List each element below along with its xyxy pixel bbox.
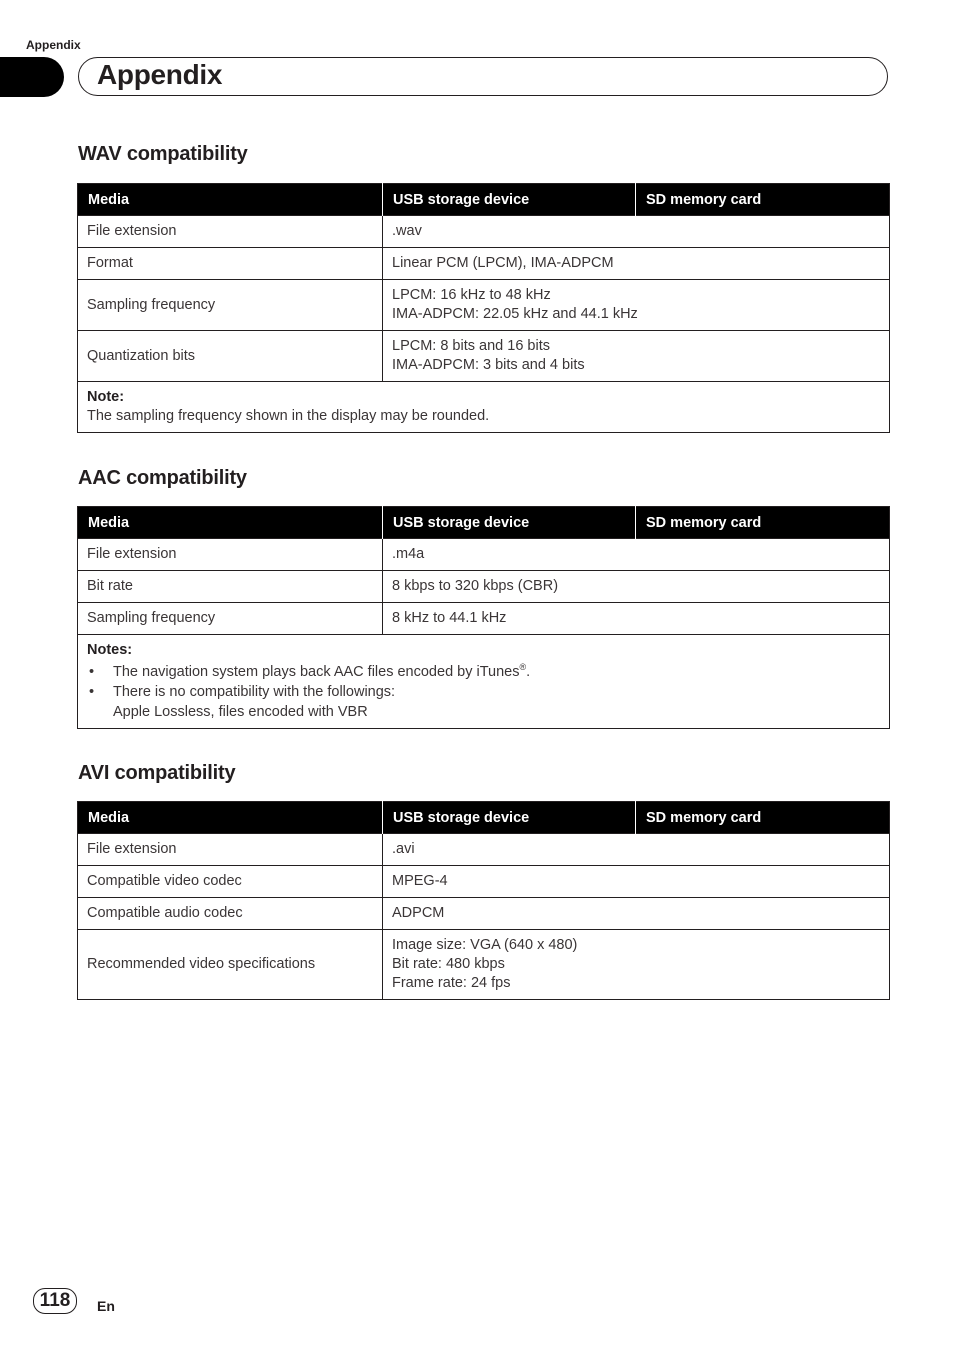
table-row xyxy=(78,331,890,382)
language-code: En xyxy=(97,1298,115,1314)
value-line: Bit rate: 480 kbps xyxy=(392,956,505,972)
note-row xyxy=(78,635,890,729)
row-value: .avi xyxy=(383,834,890,866)
table-row xyxy=(78,571,890,603)
row-label: File extension xyxy=(78,834,383,866)
header-usb: USB storage device xyxy=(383,184,636,216)
row-value xyxy=(383,331,890,382)
header-usb: USB storage device xyxy=(383,802,636,834)
row-value: 8 kHz to 44.1 kHz xyxy=(383,603,890,635)
table-row xyxy=(78,248,890,280)
row-label: Compatible audio codec xyxy=(78,898,383,930)
row-label: File extension xyxy=(78,539,383,571)
value-line: Image size: VGA (640 x 480) xyxy=(392,937,578,953)
note-text: There is no compatibility with the followings: xyxy=(113,684,396,700)
table-row xyxy=(78,280,890,331)
table-header-row xyxy=(78,507,890,539)
running-head: Appendix xyxy=(26,38,81,52)
header-usb: USB storage device xyxy=(383,507,636,539)
value-line: Frame rate: 24 fps xyxy=(392,975,511,991)
row-label: Recommended video specifications xyxy=(78,930,383,1000)
table-row xyxy=(78,834,890,866)
note-text: Apple Lossless, files encoded with VBR xyxy=(113,704,368,720)
bullet-icon: • xyxy=(89,664,95,680)
value-line: IMA-ADPCM: 22.05 kHz and 44.1 kHz xyxy=(392,306,638,322)
wav-heading: WAV compatibility xyxy=(78,143,248,165)
table-row xyxy=(78,603,890,635)
row-value: .wav xyxy=(383,216,890,248)
row-label: Quantization bits xyxy=(78,331,383,382)
header-sd: SD memory card xyxy=(636,507,890,539)
row-value: ADPCM xyxy=(383,898,890,930)
note-end: . xyxy=(526,664,531,680)
note-row xyxy=(78,382,890,433)
table-row xyxy=(78,866,890,898)
list-item xyxy=(87,682,880,722)
chapter-title-banner xyxy=(78,57,888,96)
table-row xyxy=(78,216,890,248)
row-value: .m4a xyxy=(383,539,890,571)
value-line: IMA-ADPCM: 3 bits and 4 bits xyxy=(392,357,585,373)
avi-table xyxy=(77,801,890,1000)
notes-list xyxy=(87,662,880,722)
value-line: LPCM: 16 kHz to 48 kHz xyxy=(392,287,551,303)
table-row xyxy=(78,539,890,571)
list-item xyxy=(87,662,880,682)
registered-mark: ® xyxy=(519,662,527,673)
row-label: Compatible video codec xyxy=(78,866,383,898)
row-label: File extension xyxy=(78,216,383,248)
chapter-tab-marker xyxy=(0,57,64,97)
table-header-row xyxy=(78,802,890,834)
row-value: Linear PCM (LPCM), IMA-ADPCM xyxy=(383,248,890,280)
note-text: The navigation system plays back AAC files encoded by iTunes xyxy=(113,664,520,680)
row-value: MPEG-4 xyxy=(383,866,890,898)
row-value xyxy=(383,280,890,331)
note-text: The sampling frequency shown in the display may be rounded. xyxy=(87,408,490,424)
aac-table xyxy=(77,506,890,729)
table-row xyxy=(78,898,890,930)
header-sd: SD memory card xyxy=(636,802,890,834)
header-sd: SD memory card xyxy=(636,184,890,216)
row-value xyxy=(383,930,890,1000)
row-label: Sampling frequency xyxy=(78,603,383,635)
note-label: Note: xyxy=(87,389,125,405)
header-media: Media xyxy=(78,507,383,539)
bullet-icon: • xyxy=(89,684,95,700)
value-line: LPCM: 8 bits and 16 bits xyxy=(392,338,550,354)
table-row xyxy=(78,930,890,1000)
row-label: Bit rate xyxy=(78,571,383,603)
table-header-row xyxy=(78,184,890,216)
note-cell xyxy=(78,382,890,433)
header-media: Media xyxy=(78,184,383,216)
note-cell xyxy=(78,635,890,729)
page-number: 118 xyxy=(33,1288,77,1314)
chapter-title: Appendix xyxy=(97,59,223,90)
wav-table xyxy=(77,183,890,433)
aac-heading: AAC compatibility xyxy=(78,467,247,489)
row-value: 8 kbps to 320 kbps (CBR) xyxy=(383,571,890,603)
notes-label: Notes: xyxy=(87,642,133,658)
row-label: Sampling frequency xyxy=(78,280,383,331)
row-label: Format xyxy=(78,248,383,280)
header-media: Media xyxy=(78,802,383,834)
avi-heading: AVI compatibility xyxy=(78,762,236,784)
